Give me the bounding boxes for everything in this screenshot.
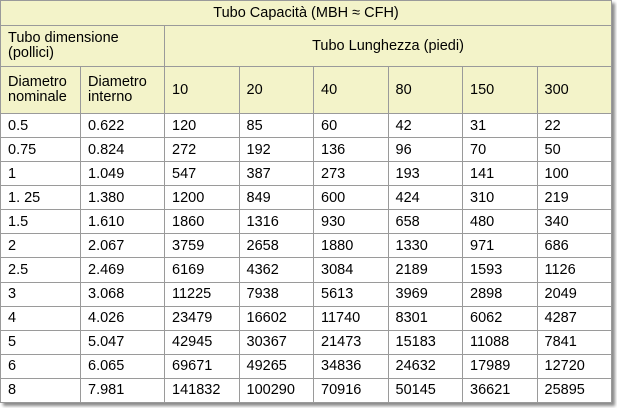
capacity-cell: 23479: [165, 306, 240, 330]
capacity-cell: 49265: [239, 354, 314, 378]
capacity-cell: 141: [463, 162, 538, 186]
table-row: [1, 186, 612, 210]
capacity-cell: 8301: [388, 306, 463, 330]
nominal-diameter-cell: 5: [1, 330, 81, 354]
capacity-cell: 7841: [537, 330, 612, 354]
capacity-cell: 42: [388, 114, 463, 138]
capacity-cell: 3084: [314, 258, 389, 282]
internal-diameter-cell: 6.065: [81, 354, 165, 378]
length-header: 150: [463, 67, 538, 114]
capacity-cell: 219: [537, 186, 612, 210]
nominal-diameter-cell: 1: [1, 162, 81, 186]
capacity-cell: 340: [537, 210, 612, 234]
table-title: Tubo Capacità (MBH ≈ CFH): [1, 1, 612, 26]
pipe-size-group-header: Tubo dimensione (pollici): [1, 26, 165, 67]
capacity-cell: 15183: [388, 330, 463, 354]
table-body: [1, 114, 612, 403]
capacity-cell: 11740: [314, 306, 389, 330]
capacity-cell: 21473: [314, 330, 389, 354]
capacity-cell: 25895: [537, 378, 612, 402]
capacity-cell: 85: [239, 114, 314, 138]
capacity-cell: 22: [537, 114, 612, 138]
length-header: 80: [388, 67, 463, 114]
capacity-cell: 12720: [537, 354, 612, 378]
internal-diameter-cell: 4.026: [81, 306, 165, 330]
nominal-diameter-cell: 4: [1, 306, 81, 330]
length-header: 300: [537, 67, 612, 114]
capacity-cell: 100290: [239, 378, 314, 402]
capacity-cell: 849: [239, 186, 314, 210]
internal-diameter-cell: 1.049: [81, 162, 165, 186]
capacity-cell: 70916: [314, 378, 389, 402]
capacity-cell: 69671: [165, 354, 240, 378]
internal-diameter-header: Diametro interno: [81, 67, 165, 114]
capacity-cell: 16602: [239, 306, 314, 330]
capacity-cell: 24632: [388, 354, 463, 378]
capacity-cell: 11225: [165, 282, 240, 306]
internal-diameter-cell: 7.981: [81, 378, 165, 402]
capacity-cell: 11088: [463, 330, 538, 354]
internal-diameter-cell: 2.469: [81, 258, 165, 282]
nominal-diameter-cell: 1.5: [1, 210, 81, 234]
capacity-cell: 6062: [463, 306, 538, 330]
capacity-cell: 4287: [537, 306, 612, 330]
table-row: [1, 330, 612, 354]
capacity-cell: 3969: [388, 282, 463, 306]
capacity-cell: 50145: [388, 378, 463, 402]
capacity-cell: 60: [314, 114, 389, 138]
table-row: [1, 354, 612, 378]
internal-diameter-cell: 1.610: [81, 210, 165, 234]
table-row: [1, 306, 612, 330]
capacity-cell: 136: [314, 138, 389, 162]
table-row: [1, 210, 612, 234]
nominal-diameter-cell: 2: [1, 234, 81, 258]
capacity-cell: 686: [537, 234, 612, 258]
capacity-cell: 120: [165, 114, 240, 138]
nominal-diameter-cell: 1. 25: [1, 186, 81, 210]
capacity-cell: 193: [388, 162, 463, 186]
capacity-cell: 310: [463, 186, 538, 210]
nominal-diameter-cell: 6: [1, 354, 81, 378]
capacity-cell: 4362: [239, 258, 314, 282]
capacity-cell: 1880: [314, 234, 389, 258]
capacity-cell: 192: [239, 138, 314, 162]
nominal-diameter-header: Diametro nominale: [1, 67, 81, 114]
capacity-cell: 1126: [537, 258, 612, 282]
nominal-diameter-cell: 8: [1, 378, 81, 402]
capacity-cell: 547: [165, 162, 240, 186]
capacity-cell: 2658: [239, 234, 314, 258]
capacity-cell: 42945: [165, 330, 240, 354]
nominal-diameter-cell: 0.75: [1, 138, 81, 162]
internal-diameter-cell: 1.380: [81, 186, 165, 210]
capacity-cell: 6169: [165, 258, 240, 282]
capacity-cell: 272: [165, 138, 240, 162]
length-header: 40: [314, 67, 389, 114]
capacity-cell: 971: [463, 234, 538, 258]
capacity-cell: 7938: [239, 282, 314, 306]
capacity-cell: 480: [463, 210, 538, 234]
capacity-cell: 30367: [239, 330, 314, 354]
capacity-cell: 658: [388, 210, 463, 234]
capacity-cell: 1200: [165, 186, 240, 210]
capacity-cell: 96: [388, 138, 463, 162]
nominal-diameter-cell: 2.5: [1, 258, 81, 282]
length-header: 20: [239, 67, 314, 114]
capacity-cell: 1593: [463, 258, 538, 282]
internal-diameter-cell: 0.824: [81, 138, 165, 162]
internal-diameter-cell: 0.622: [81, 114, 165, 138]
capacity-cell: 2189: [388, 258, 463, 282]
capacity-cell: 141832: [165, 378, 240, 402]
capacity-cell: 70: [463, 138, 538, 162]
table-row: [1, 138, 612, 162]
capacity-cell: 2049: [537, 282, 612, 306]
nominal-diameter-cell: 0.5: [1, 114, 81, 138]
table-row: [1, 162, 612, 186]
length-header: 10: [165, 67, 240, 114]
capacity-cell: 5613: [314, 282, 389, 306]
table-row: [1, 114, 612, 138]
capacity-cell: 17989: [463, 354, 538, 378]
table-row: [1, 258, 612, 282]
capacity-cell: 424: [388, 186, 463, 210]
capacity-cell: 100: [537, 162, 612, 186]
capacity-cell: 1330: [388, 234, 463, 258]
capacity-cell: 1316: [239, 210, 314, 234]
internal-diameter-cell: 3.068: [81, 282, 165, 306]
capacity-cell: 3759: [165, 234, 240, 258]
internal-diameter-cell: 2.067: [81, 234, 165, 258]
capacity-cell: 50: [537, 138, 612, 162]
table-row: [1, 378, 612, 402]
capacity-cell: 273: [314, 162, 389, 186]
capacity-cell: 930: [314, 210, 389, 234]
table-row: [1, 282, 612, 306]
capacity-cell: 36621: [463, 378, 538, 402]
capacity-cell: 1860: [165, 210, 240, 234]
capacity-cell: 600: [314, 186, 389, 210]
table-row: [1, 234, 612, 258]
capacity-cell: 2898: [463, 282, 538, 306]
nominal-diameter-cell: 3: [1, 282, 81, 306]
pipe-length-group-header: Tubo Lunghezza (piedi): [165, 26, 612, 67]
capacity-cell: 387: [239, 162, 314, 186]
internal-diameter-cell: 5.047: [81, 330, 165, 354]
capacity-cell: 34836: [314, 354, 389, 378]
capacity-cell: 31: [463, 114, 538, 138]
